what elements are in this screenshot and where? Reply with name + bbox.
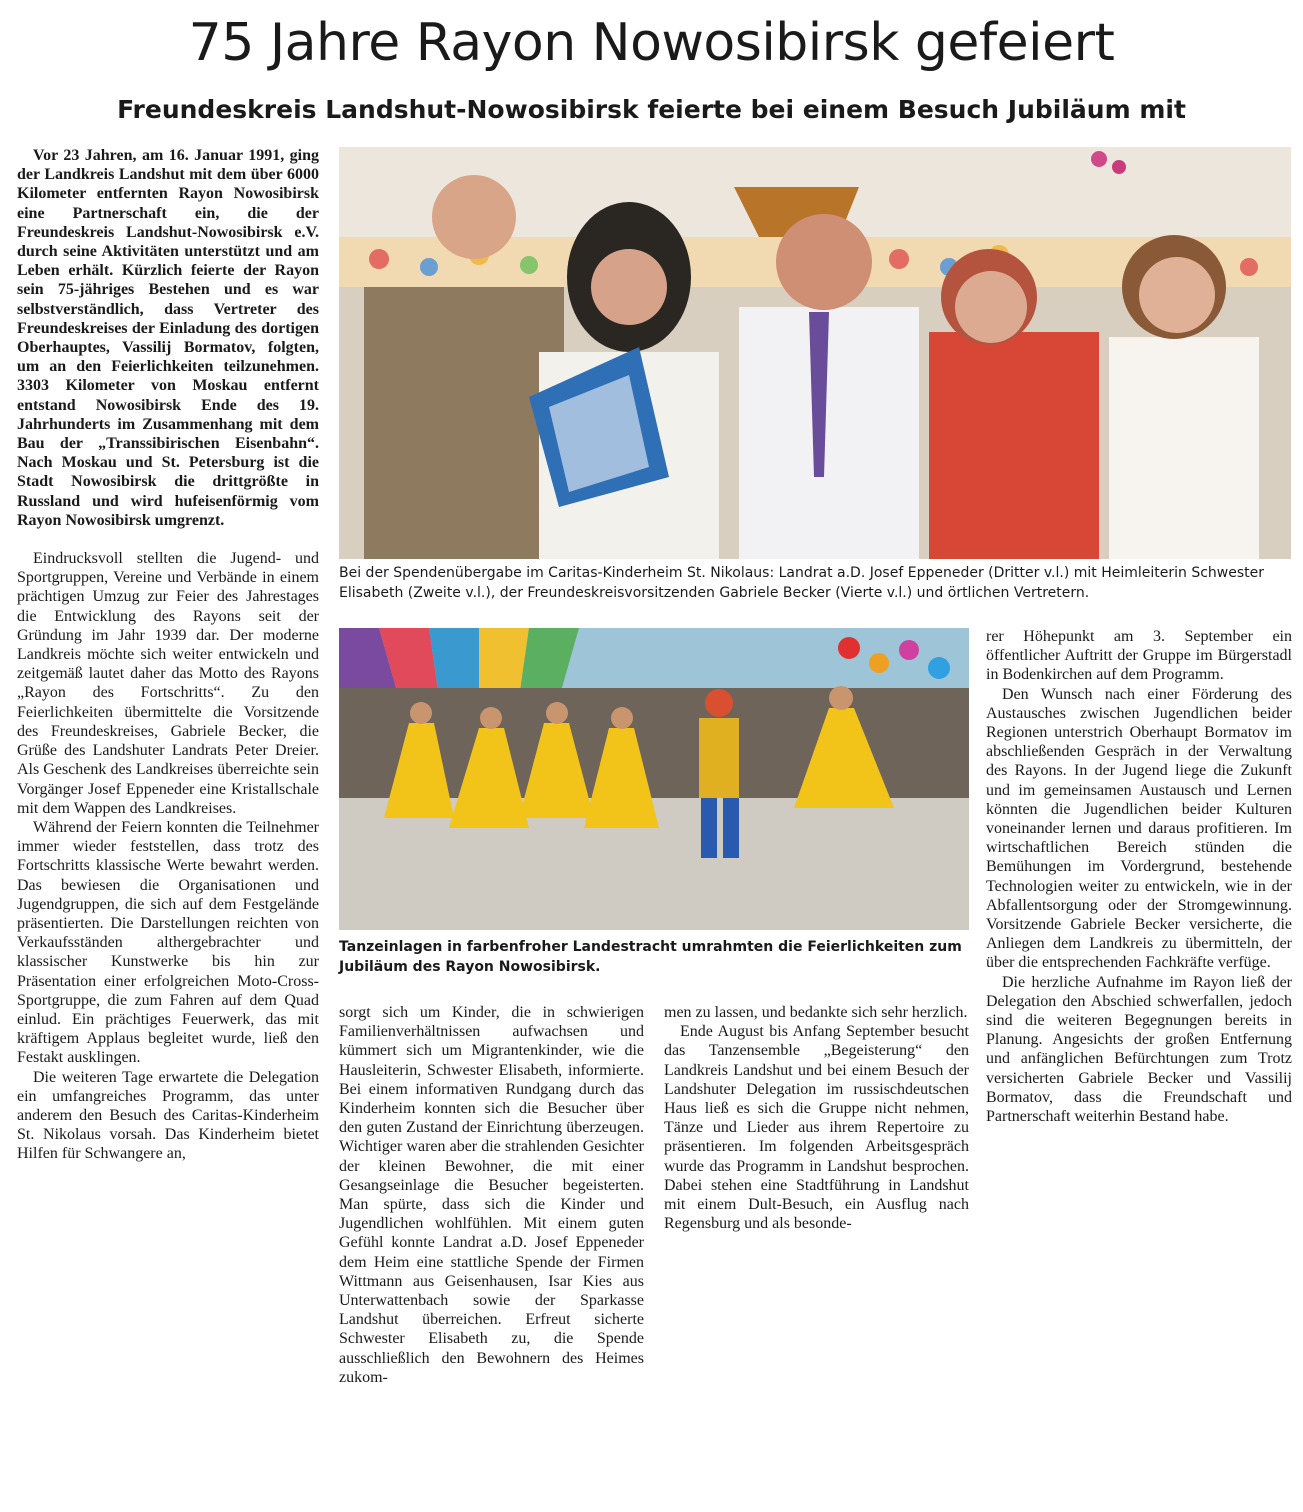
body-paragraph: Die herzliche Aufnahme im Rayon ließ der Delegation den Abschied schwerfallen, jedoch sind die weiteren Begegnungen bereits in Planung. Angesichts der großen Entfernung und anfänglichen Befürchtungen zum Trotz versicherten Gabriele Becker und Vassilij Bormatov, dass die Freundschaft und Partnerschaft weiterhin Bestand habe. (986, 973, 1292, 1126)
headline: 75 Jahre Rayon Nowosibirsk gefeiert (188, 13, 1115, 73)
article-column-1 (17, 146, 319, 1164)
subheadline: Freundeskreis Landshut-Nowosibirsk feierte bei einem Besuch Jubiläum mit (117, 95, 1186, 124)
photo-caption-2: Tanzeinlagen in farbenfroher Landestracht umrahmten die Feierlichkeiten zum Jubiläum des Rayon Nowosibirsk. (339, 939, 962, 975)
body-paragraph: men zu lassen, und bedankte sich sehr herzlich. (664, 1004, 968, 1021)
body-paragraph: sorgt sich um Kinder, die in schwierigen Familienverhältnissen aufwachsen und kümmert sich um Migrantenkinder, wie die Hausleiterin, Schwester Elisabeth, informierte. Bei einem informativen Rundgang durch das Kinderheim konnten sich die Besucher über den guten Zustand der Einrichtung überzeugen. Wichtiger waren aber die strahlenden Gesichter der kleinen Bewohner, die mit einer Gesangseinlage die Besucher begeisterten. Man spürte, dass sich die Kinder und Jugendlichen wohlfühlen. Mit einem guten Gefühl konnte Landrat a.D. Josef Eppeneder dem Heim eine stattliche Spende der Firmen Wittmann aus Geisenhausen, Isar Kies aus Unterwattenbach sowie der Sparkasse Landshut überreichen. Erfreut sicherte Schwester Elisabeth zu, die Spende ausschließlich den Bewohnern des Heimes zukom- (339, 1004, 644, 1386)
article-column-2 (339, 1003, 644, 1387)
photo-caption-1: Bei der Spendenübergabe im Caritas-Kinderheim St. Nikolaus: Landrat a.D. Josef Eppeneder (Dritter v.l.) mit Heimleiterin Schwester Elisabeth (Zweite v.l.), der Freundeskreisvorsitzenden Gabriele Becker (Vierte v.l.) und örtlichen Vertretern. (339, 565, 1265, 601)
group-photo (339, 147, 1291, 559)
body-paragraph: Den Wunsch nach einer Förderung des Austausches zwischen Jugendlichen beider Regionen unterstrich Oberhaupt Bormatov im abschließenden Gespräch in der Verwaltung des Rayons. In der Jugend liege die Zukunft und im gemeinsamen Austausch und Lernen könnten die Jugendlichen beider Kulturen voneinander lernen und daraus profitieren. Im wirtschaftlichen Bereich stünden die Bemühungen im Vordergrund, bestehende Technologien weiter zu entwickeln, wie in der Abfallentsorgung oder der Stromgewinnung. Vorsitzende Gabriele Becker versicherte, die Anliegen dem Landkreis zu übermitteln, der über die entsprechenden Fachkräfte verfüge. (986, 685, 1292, 972)
body-paragraph: Die weiteren Tage erwartete die Delegation ein umfangreiches Programm, das unter anderem den Besuch des Caritas-Kinderheim St. Nikolaus vorsah. Das Kinderheim bietet Hilfen für Schwangere an, (17, 1068, 319, 1163)
article-column-4 (986, 627, 1292, 1126)
dance-photo-illustration (339, 628, 969, 930)
body-paragraph: rer Höhepunkt am 3. September ein öffentlicher Auftritt der Gruppe im Bürgerstadl in Bodenkirchen auf dem Programm. (986, 628, 1292, 684)
dance-photo (339, 628, 969, 930)
body-paragraph: Während der Feiern konnten die Teilnehmer immer wieder feststellen, dass trotz des Fortschritts klassische Werte bewahrt werden. Das bewiesen die Organisationen und Jugendgruppen, die sich auf dem Festgelände präsentierten. Die Darstellungen reichten von Verkaufsständen althergebrachter und klassischer Kunstwerke bis hin zur Präsentation einer erfolgreichen Moto-Cross-Sportgruppe, die zum Fahren auf dem Quad einlud. Ein prächtiges Feuerwerk, das mit kräftigem Applaus begleitet wurde, ließ den Festakt ausklingen. (17, 818, 319, 1067)
group-photo-illustration (339, 147, 1291, 559)
body-paragraph: Eindrucksvoll stellten die Jugend- und Sportgruppen, Vereine und Verbände in einem prächtigen Umzug zur Feier des Jahrestages die Entwicklung des Rayons seit der Gründung im Jahr 1939 dar. Der moderne Landkreis möchte sich weiter entwickeln und zeitgemäß lautet daher das Motto des Rayons „Rayon des Fortschritts“. Zu den Feierlichkeiten übermittelte die Vorsitzende des Freundeskreises, Gabriele Becker, die Grüße des Landshuter Landrats Peter Dreier. Als Geschenk des Landkreises überreichte sein Vorgänger Josef Eppeneder eine Kristallschale mit dem Wappen des Landkreises. (17, 550, 319, 817)
intro-paragraph: Vor 23 Jahren, am 16. Januar 1991, ging der Landkreis Landshut mit dem über 6000 Kilometer entfernten Rayon Nowosibirsk eine Partnerschaft ein, die der Freundeskreis Landshut-Nowosibirsk e.V. durch seine Aktivitäten unterstützt und am Leben erhält. Kürzlich feierte der Rayon sein 75-jähriges Bestehen und es war selbstverständlich, dass Vertreter des Freundeskreises der Einladung des dortigen Oberhauptes, Vassilij Bormatov, folgten, um an den Feierlichkeiten teilzunehmen. 3303 Kilometer von Moskau entfernt entstand Nowosibirsk Ende des 19. Jahrhunderts im Zusammenhang mit dem Bau der „Transsibirischen Eisenbahn“. Nach Moskau und St. Petersburg ist die Stadt Nowosibirsk die drittgrößte in Russland und wird hufeisenförmig vom Rayon Nowosibirsk umgrenzt. (17, 147, 319, 529)
body-paragraph: Ende August bis Anfang September besucht das Tanzensemble „Begeisterung“ den Landkreis Landshut und bei einem Besuch der Landshuter Delegation im russischdeutschen Haus ließ es sich die Gruppe nicht nehmen, Tänze und Lieder aus ihrem Repertoire zu präsentieren. Im folgenden Arbeitsgespräch wurde das Programm in Landshut besprochen. Dabei stehen eine Stadtführung in Landshut mit einem Dult-Besuch, ein Ausflug nach Regensburg und als besonde- (664, 1023, 969, 1233)
article-column-3 (664, 1003, 969, 1233)
